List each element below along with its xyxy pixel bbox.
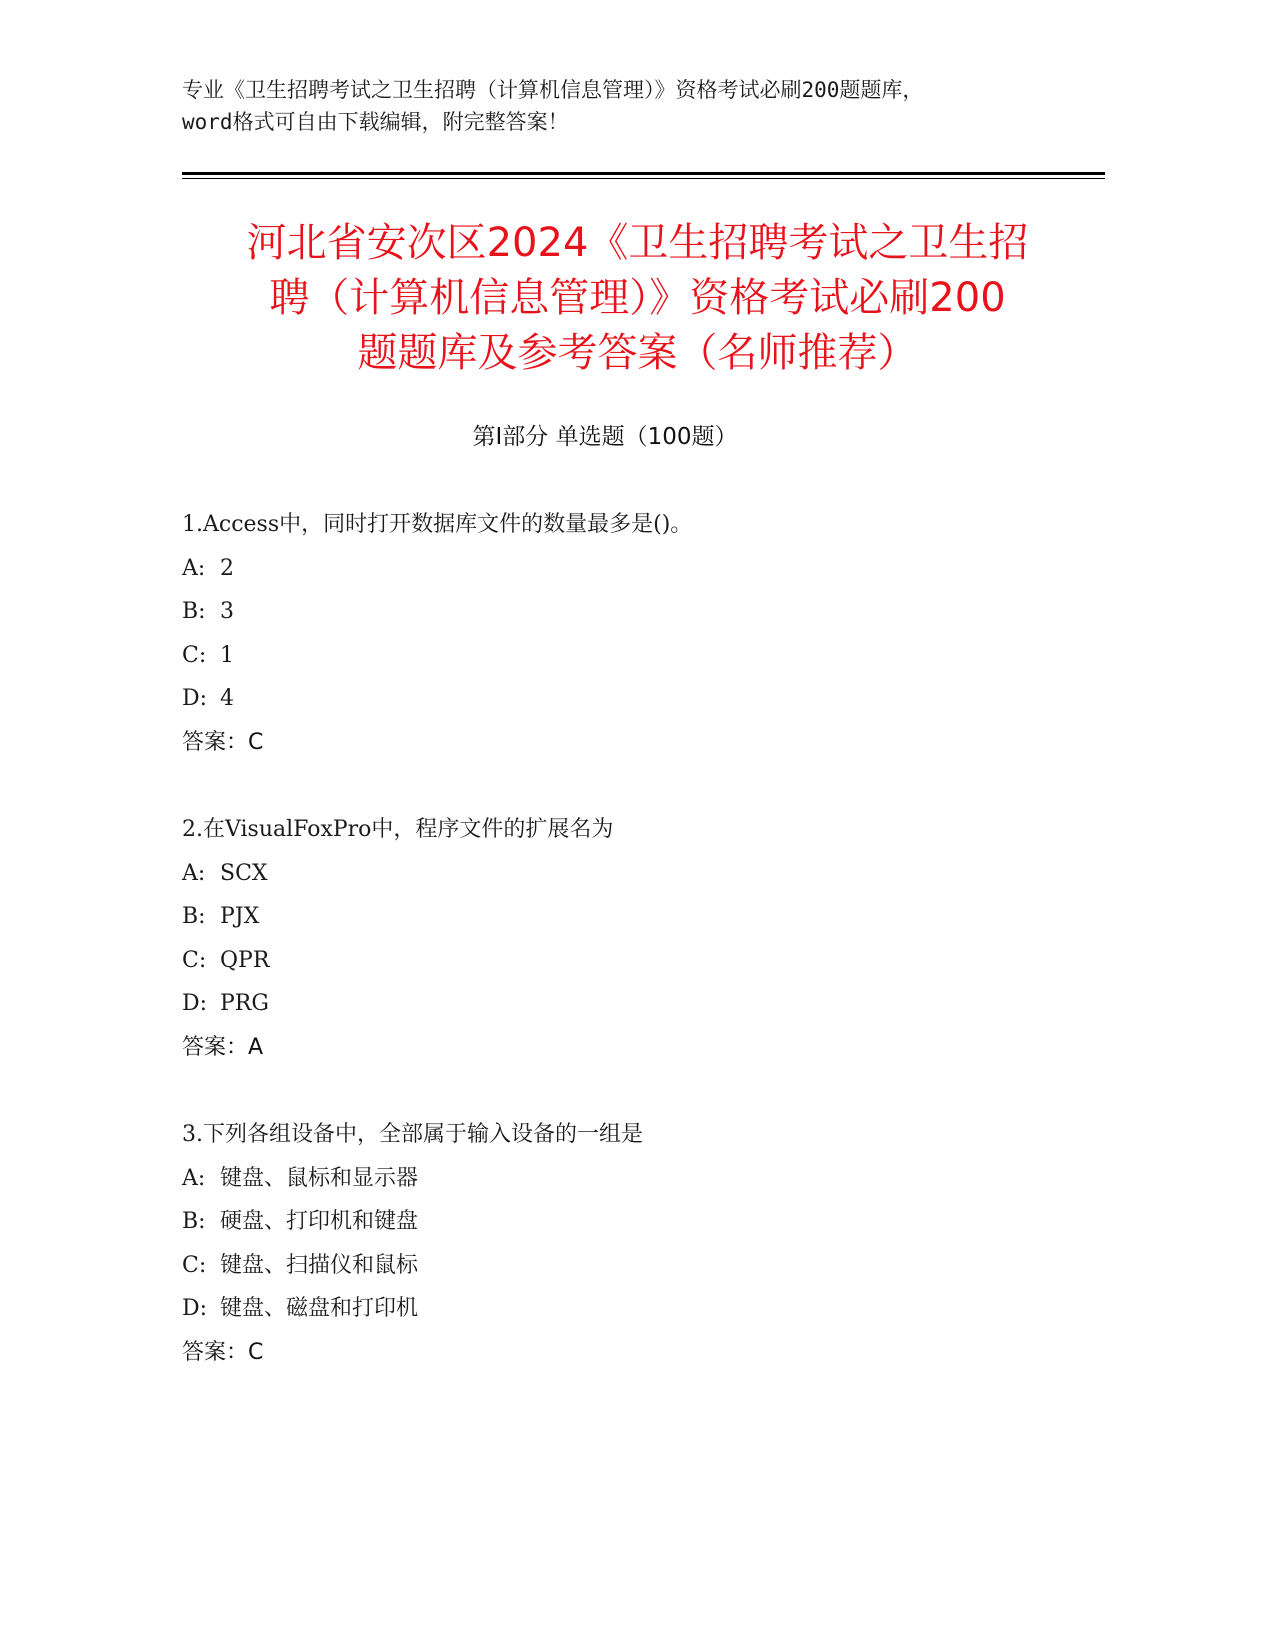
option-letter: D: [182, 1296, 208, 1321]
option-text: SCX [220, 860, 268, 886]
option-a [182, 852, 1082, 896]
option-text: 4 [220, 686, 234, 711]
answer-line: 答案：A [182, 1034, 264, 1060]
option-text: QPR [220, 947, 270, 973]
option-a [182, 1157, 1082, 1201]
option-letter: B: [182, 599, 206, 624]
option-letter: A: [182, 555, 206, 581]
option-d [182, 1287, 1082, 1331]
question-stem: 1.Access中，同时打开数据库文件的数量最多是()。 [182, 512, 693, 537]
option-c [182, 939, 1082, 983]
option-d [182, 982, 1082, 1026]
option-letter: D: [182, 686, 208, 711]
answer-line: 答案：C [182, 1339, 264, 1365]
question-3 [182, 1113, 1082, 1374]
option-text: 键盘、磁盘和打印机 [220, 1296, 419, 1321]
option-letter: B: [182, 1209, 206, 1234]
header-note-line-2: word格式可自由下载编辑，附完整答案！ [182, 110, 569, 134]
document-title [150, 216, 1125, 381]
title-line-3: 题题库及参考答案（名师推荐） [357, 330, 918, 376]
option-letter: B: [182, 904, 206, 929]
option-letter: D: [182, 991, 208, 1016]
option-text: 2 [220, 555, 234, 581]
option-letter: C: [182, 1252, 207, 1278]
option-text: PJX [220, 904, 260, 929]
title-line-1: 河北省安次区2024《卫生招聘考试之卫生招 [246, 220, 1029, 266]
option-letter: C: [182, 642, 207, 668]
option-a [182, 547, 1082, 591]
question-stem: 3.下列各组设备中，全部属于输入设备的一组是 [182, 1122, 643, 1147]
option-d [182, 677, 1082, 721]
option-text: PRG [220, 991, 269, 1016]
option-letter: A: [182, 860, 206, 886]
option-letter: A: [182, 1165, 206, 1191]
header-divider-thin [182, 178, 1105, 179]
option-text: 3 [220, 599, 234, 624]
option-c [182, 634, 1082, 678]
answer-line: 答案：C [182, 729, 264, 755]
title-line-2: 聘（计算机信息管理）》资格考试必刷200 [269, 275, 1006, 321]
option-b [182, 1200, 1082, 1244]
option-text: 1 [220, 642, 234, 668]
question-2 [182, 808, 1082, 1069]
section-title: 第Ⅰ部分 单选题（100题） [472, 424, 738, 450]
option-text: 键盘、扫描仪和鼠标 [220, 1252, 419, 1278]
option-c [182, 1244, 1082, 1288]
header-note-line-1: 专业《卫生招聘考试之卫生招聘（计算机信息管理）》资格考试必刷200题题库， [182, 78, 924, 102]
option-text: 键盘、鼠标和显示器 [220, 1165, 419, 1191]
question-1 [182, 503, 1082, 764]
option-letter: C: [182, 947, 207, 973]
option-text: 硬盘、打印机和键盘 [220, 1209, 419, 1234]
option-b [182, 590, 1082, 634]
header-divider-thick [182, 172, 1105, 175]
question-stem: 2.在VisualFoxPro中，程序文件的扩展名为 [182, 817, 614, 842]
header-note [182, 74, 1082, 138]
option-b [182, 895, 1082, 939]
